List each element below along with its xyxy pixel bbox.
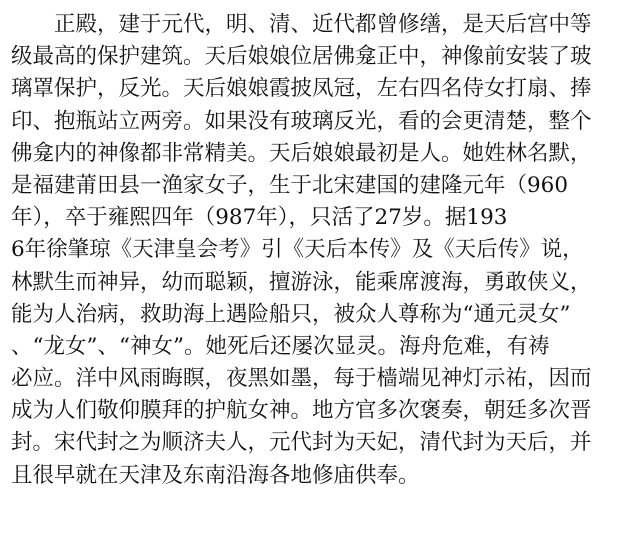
text-line-11: 、“龙女”、“神女”。她死后还屡次显灵。海舟危难，有祷	[11, 333, 550, 359]
article-paragraph	[11, 9, 633, 492]
text-line-15: 且很早就在天津及东南沿海各地修庙供奉。	[11, 462, 420, 488]
text-line-5: 佛龛内的神像都非常精美。天后娘娘最初是人。她姓林名默，	[11, 140, 592, 166]
text-line-10: 能为人治病，救助海上遇险船只，被众人尊称为“通元灵女”	[11, 301, 571, 327]
text-line-14: 封。宋代封之为顺济夫人，元代封为天妃，清代封为天后，并	[11, 430, 592, 456]
text-line-3: 璃罩保护，反光。天后娘娘霞披凤冠，左右四名侍女打扇、捧	[11, 76, 592, 102]
text-line-2: 级最高的保护建筑。天后娘娘位居佛龛正中，神像前安装了玻	[11, 44, 592, 70]
text-line-4: 印、抱瓶站立两旁。如果没有玻璃反光，看的会更清楚，整个	[11, 108, 592, 134]
text-line-8: 6年徐肇琼《天津皇会考》引《天后本传》及《天后传》说，	[11, 237, 584, 263]
text-line-7: 年），卒于雍熙四年（987年），只活了27岁。据193	[11, 205, 508, 231]
text-line-6: 是福建莆田县一渔家女子，生于北宋建国的建隆元年（960	[11, 172, 569, 198]
text-line-13: 成为人们敬仰膜拜的护航女神。地方官多次褒奏，朝廷多次晋	[11, 398, 592, 424]
text-line-12: 必应。洋中风雨晦瞑，夜黑如墨，每于樯端见神灯示祐，因而	[11, 366, 592, 392]
text-line-1: 正殿，建于元代，明、清、近代都曾修缮，是天后宫中等	[11, 12, 592, 37]
text-line-9: 林默生而神异，幼而聪颖，擅游泳，能乘席渡海，勇敢侠义，	[11, 269, 592, 295]
